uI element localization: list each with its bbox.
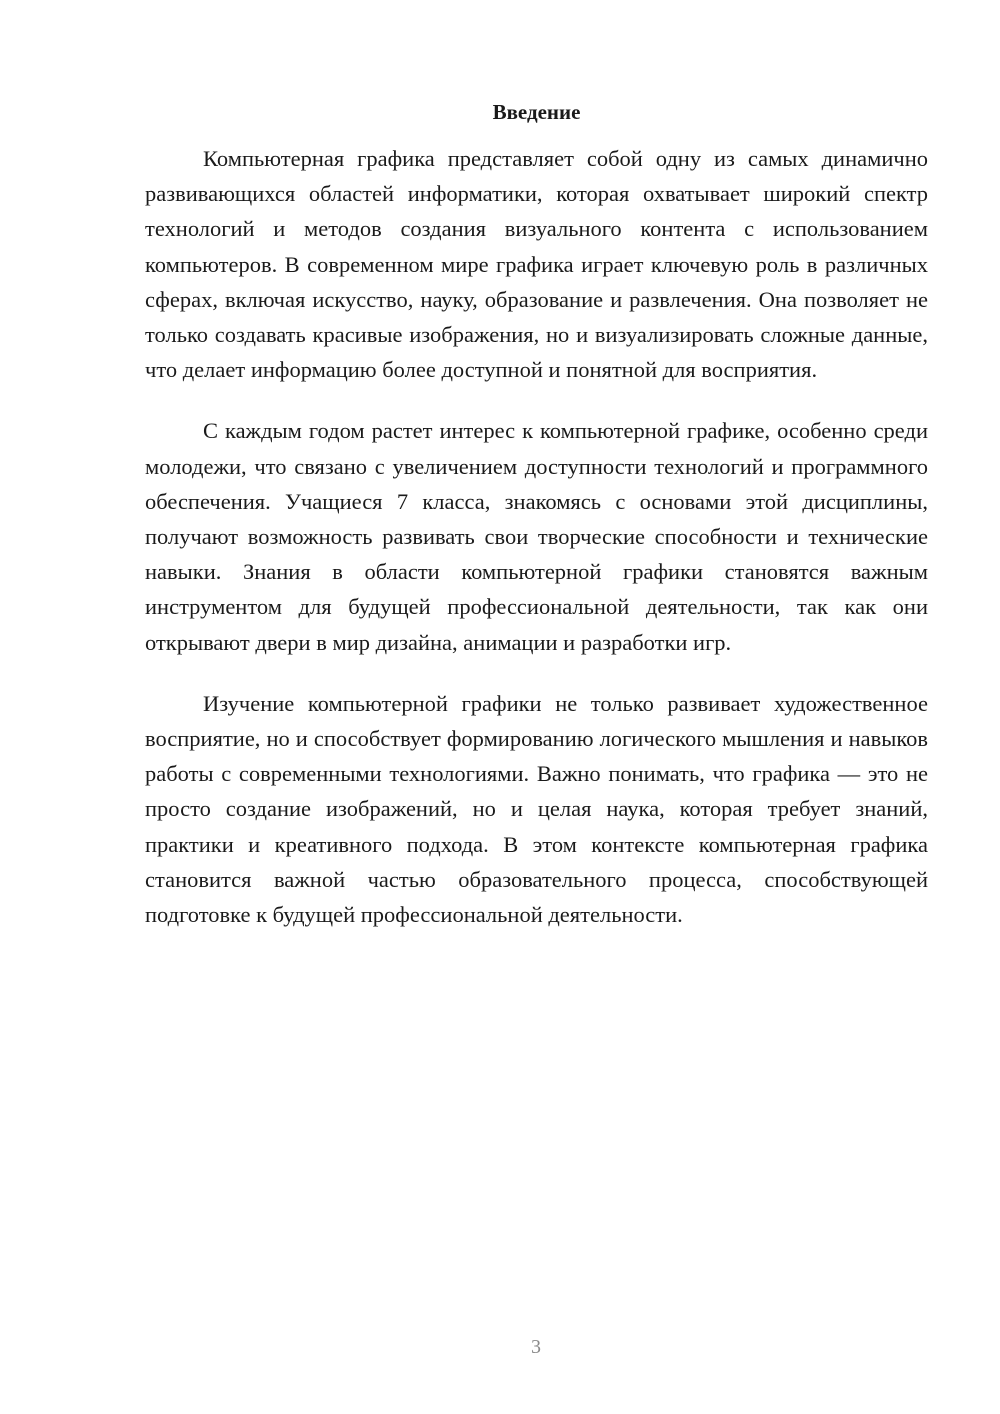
paragraph-3: Изучение компьютерной графики не только развивает художественное восприятие, но и способствует формированию логического мышления и навыков работы с современными технологиями. Важно понимать, что графика — это не просто создание изображений, но и целая наука, которая требует знаний, практики и креативного подхода. В этом контексте компьютерная графика становится важной частью образовательного процесса, способствующей подготовке к будущей профессиональной деятельности. — [145, 690, 928, 928]
paragraph-1: Компьютерная графика представляет собой одну из самых динамично развивающихся областей информатики, которая охватывает широкий спектр технологий и методов создания визуального контента с использованием компьютеров. В современном мире графика играет ключевую роль в различных сферах, включая искусство, науку, образование и развлечения. Она позволяет не только создавать красивые изображения, но и визуализировать сложные данные, что делает информацию более доступной и понятной для восприятия. — [145, 146, 928, 383]
body-text — [145, 141, 928, 958]
paragraph-2: С каждым годом растет интерес к компьютерной графике, особенно среди молодежи, что связано с увеличением доступности технологий и программного обеспечения. Учащиеся 7 класса, знакомясь с основами этой дисциплины, получают возможность развивать свои творческие способности и технические навыки. Знания в области компьютерной графики становятся важным инструментом для будущей профессиональной деятельности, так как они открывают двери в мир дизайна, анимации и разработки игр. — [145, 418, 928, 655]
page-number: 3 — [531, 1336, 541, 1358]
section-title: Введение — [492, 100, 581, 124]
